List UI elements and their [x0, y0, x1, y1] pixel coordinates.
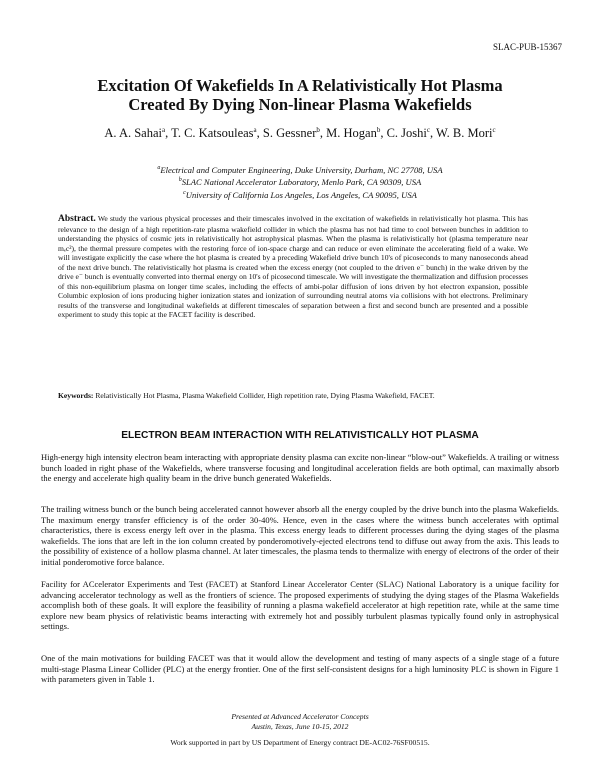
- author: M. Hogan$^b$,: [326, 126, 387, 141]
- affiliation: $^a$Electrical and Computer Engineering, Duke University, Durham, NC 27708, USA: [157, 164, 443, 175]
- author-list: [40, 126, 560, 141]
- author: S. Gessner$^b$,: [262, 126, 327, 141]
- keywords-label: Keywords:: [58, 391, 94, 400]
- body-paragraph-1: High-energy high intensity electron beam interacting with appropriate density plasma can excite non-linear “blow-out” Wakefields. A trailing or witness bunch loaded in right phase of the Wakefields, where transverse focusing and longitudinal acceleration fields are both optimal, can maximally absorb the energy and accelerate high quality beam in the drive bunch generated Wakefields.: [41, 452, 559, 484]
- affiliation-list: [40, 163, 560, 200]
- report-id: SLAC-PUB-15367: [492, 42, 562, 52]
- body-paragraph-3: Facility for ACcelerator Experiments and Test (FACET) at Stanford Linear Accelerator Center (SLAC) National Laboratory is a unique facility for advancing accelerator technology as well as the frontiers of science. The proposed experiments of studying the dying stages of the Plasma Wakefields accomplish both of these goals. It will explore the feasibility of running a plasma wakefield accelerator at high repetition rate, while at the same time explore new beam physics of relativistic beams interacting with extremely hot and possibly turbulent plasmas typically found only in astrophysical settings.: [41, 579, 559, 632]
- abstract: [58, 214, 528, 320]
- body-paragraph-2: The trailing witness bunch or the bunch being accelerated cannot however absorb all the energy coupled by the drive bunch into the plasma Wakefields. The maximum energy transfer efficiency is of the order 30-40%. Hence, even in the cases where the witness bunch accelerates with optimal characteristics, there is excess energy left over in the plasma. This excess energy leads to different processes during the dying stages of the plasma wakefields. The ions that are left in the ion column created by ponderomotively-ejected electrons tend to diffuse out away from the axis. This leads to the possibility of existence of a hollow plasma channel. At later timescales, the plasma tends to thermalize with energy of electrons of the order of their initial ponderomotive force balance.: [41, 504, 559, 567]
- conference-location: Austin, Texas, June 10-15, 2012: [251, 722, 349, 731]
- affiliation: $^b$SLAC National Accelerator Laboratory, Menlo Park, CA 90309, USA: [178, 177, 422, 188]
- paper-title: [40, 76, 560, 114]
- keywords-text: Relativistically Hot Plasma, Plasma Wakefield Collider, High repetition rate, Dying Plasma Wakefield, FACET.: [95, 391, 435, 400]
- author: T. C. Katsouleas$^a$,: [171, 126, 263, 141]
- section-heading: ELECTRON BEAM INTERACTION WITH RELATIVISTICALLY HOT PLASMA: [121, 430, 479, 441]
- author: C. Joshi$^c$,: [386, 126, 437, 141]
- author: W. B. Mori$^c$: [436, 126, 496, 141]
- conference-note: [40, 712, 560, 732]
- keywords: [58, 391, 528, 401]
- title-line-2: Created By Dying Non-linear Plasma Wakefields: [128, 95, 472, 114]
- conference-name: Presented at Advanced Accelerator Concepts: [231, 712, 369, 721]
- abstract-label: Abstract.: [58, 214, 96, 224]
- affiliation: $^c$University of California Los Angeles, Los Angeles, CA 90095, USA: [183, 189, 417, 200]
- title-line-1: Excitation Of Wakefields In A Relativistically Hot Plasma: [97, 76, 503, 95]
- abstract-text: We study the various physical processes and their timescales involved in the excitation of wakefields in relativistically hot plasma. This has relevance to the design of a high repetition-rate plasma wakefield collider in which the plasma has not had time to cool between bunches in addition to understanding the physics of cosmic jets in relativistically hot astrophysical plasmas. When the plasma is relativistically hot (plasma temperature near mₑc²), the thermal pressure competes with the restoring force of ion-space charge and can reduce or even eliminate the accelerating field of a wake. We will investigate explicitly the case where the hot plasma is created by a preceding Wakefield drive bunch 10's of picoseconds to many nanoseconds ahead of the next drive bunch. The relativistically hot plasma is created when the excess energy (not coupled to the driven e⁻ bunch) in the wake driven by the drive e⁻ bunch is eventually converted into thermal energy on 10's of picosecond timescale. We will investigate the thermalization and diffusion processes of this non-equilibrium plasma on longer time scales, including the effects of ambi-polar diffusion of ions driven by hot electron expansion, possible Columbic explosion of ions producing higher ionization states and ionization of surrounding neutral atoms via collisions with hot electrons. Preliminary results of the transverse and longitudinal wakefields at different timescales of separation between a first and second bunch are presented and a possible experiment to study this topic at the FACET facility is described.: [58, 214, 529, 319]
- body-paragraph-4: One of the main motivations for building FACET was that it would allow the development and testing of many aspects of a single stage of a future multi-stage Plasma Linear Collider (PLC) at the energy frontier. One of the first self-consistent designs for a high luminosity PLC is shown in Figure 1 with parameters given in Table 1.: [41, 653, 559, 685]
- author: A. A. Sahai$^a$,: [104, 126, 172, 141]
- funding-note: Work supported in part by US Department of Energy contract DE-AC02-76SF00515.: [170, 738, 430, 747]
